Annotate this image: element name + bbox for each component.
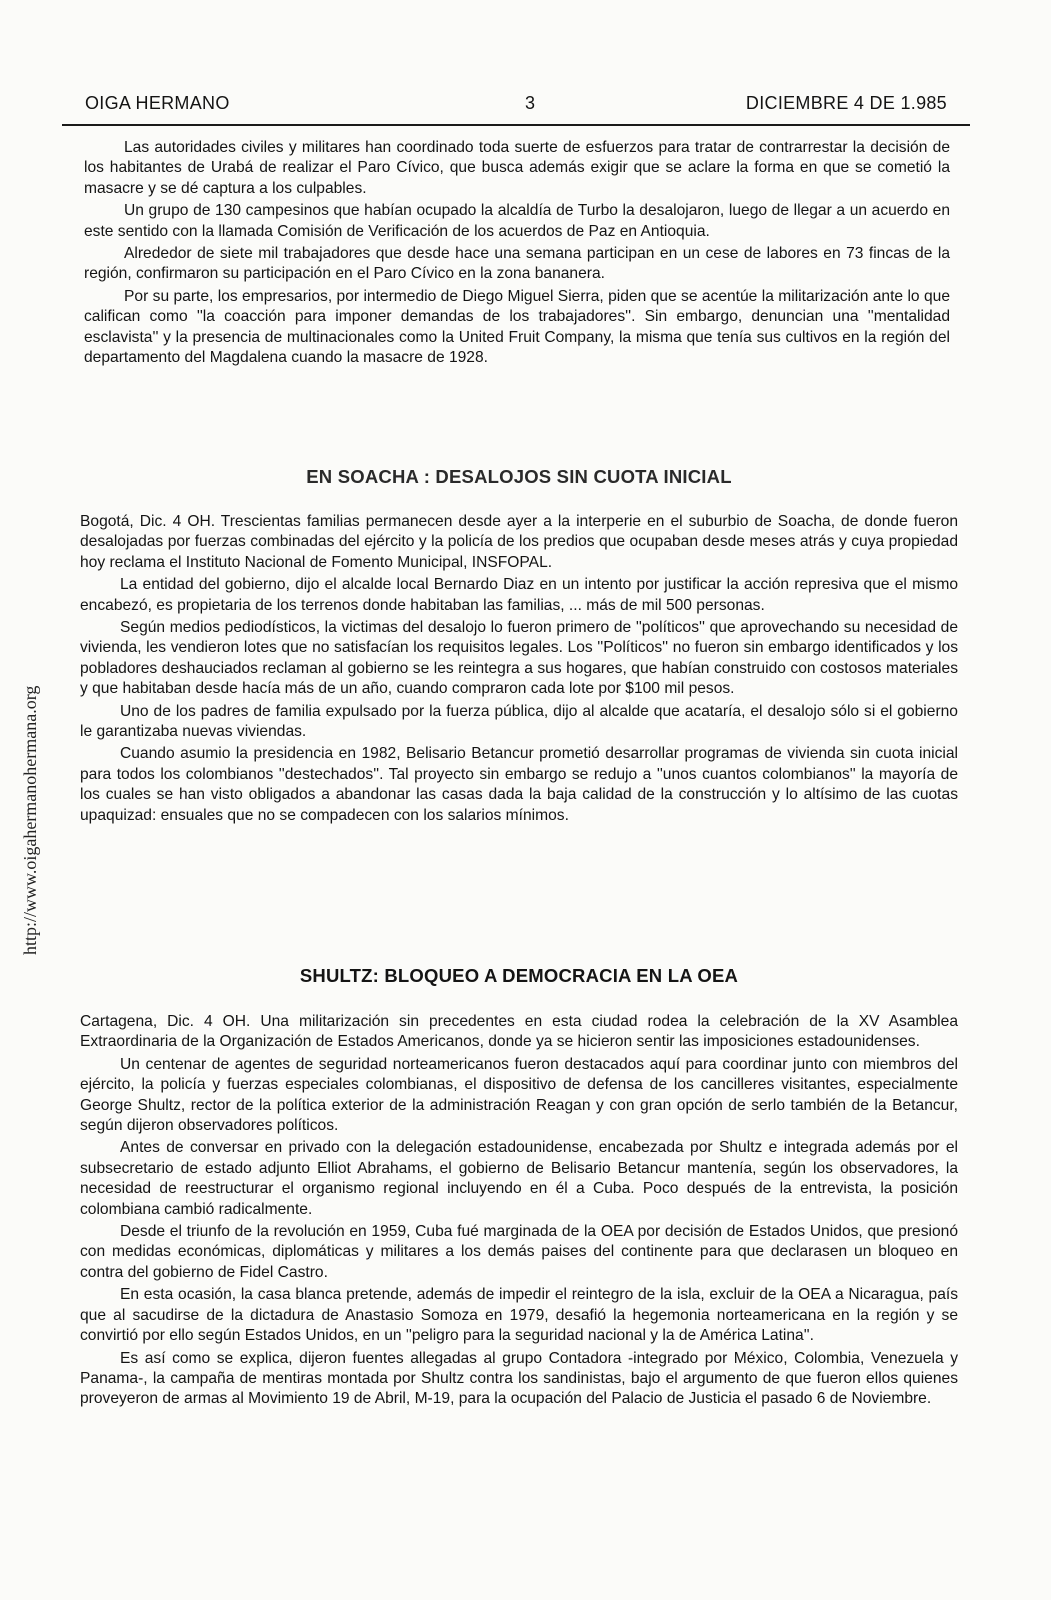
article-soacha	[80, 512, 958, 828]
url-watermark: http://www.oigahermanohermana.org	[20, 685, 40, 955]
paragraph: Desde el triunfo de la revolución en 1959, Cuba fué marginada de la OEA por decisión de Estados Unidos, que presionó con medidas económicas, diplomáticas y militares a los demás paises del continente para que declarasen un bloqueo en contra del gobierno de Fidel Castro.	[80, 1223, 958, 1281]
page-number: 3	[525, 93, 536, 113]
paragraph: Un grupo de 130 campesinos que habían ocupado la alcaldía de Turbo la desalojaron, luego de llegar a un acuerdo en este sentido con la llamada Comisión de Verificación de los acuerdos de Paz en Antioquia.	[84, 202, 950, 240]
paragraph: Un centenar de agentes de seguridad norteamericanos fueron destacados aquí para coordinar junto con miembros del ejército, la policía y fuerzas especiales colombianas, el dispositivo de defensa de los cancilleres visitantes, especialmente George Shultz, rector de la política exterior de la administración Reagan y con gran opción de serlo también de la Betancur, según dijeron observadores políticos.	[80, 1055, 958, 1135]
paragraph: Las autoridades civiles y militares han coordinado toda suerte de esfuerzos para tratar de contrarrestar la decisión de los habitantes de Urabá de realizar el Paro Cívico, que busca además exigir que se aclare la forma en que se cometió la masacre y se dé captura a los culpables.	[84, 139, 950, 197]
article-title-shultz: SHULTZ: BLOQUEO A DEMOCRACIA EN LA OEA	[299, 965, 739, 986]
issue-date: DICIEMBRE 4 DE 1.985	[745, 93, 947, 113]
article-shultz	[80, 1012, 958, 1412]
paragraph: Según medios pediodísticos, la victimas del desalojo lo fueron primero de ''políticos'' que aprovechando su necesidad de vivienda, les vendieron lotes que no satisfacían los requisitos legales. Los ''Políticos'' no fueron sin embargo identificados y los pobladores deshauciados reclaman al gobierno se les reintegra a sus hogares, que habían construido con costosos materiales y que habitaban desde hacía más de un año, cuando compraron cada lote por $100 mil pesos.	[80, 619, 958, 698]
paragraph: Bogotá, Dic. 4 OH. Trescientas familias permanecen desde ayer a la interperie en el suburbio de Soacha, de donde fueron desalojadas por fuerzas combinadas del ejército y la policía de los predios que ocupaban desde meses atrás y cuya propiedad hoy reclama el Instituto Nacional de Fomento Municipal, INSFOPAL.	[80, 513, 958, 571]
page-header	[85, 93, 947, 121]
paragraph: Cartagena, Dic. 4 OH. Una militarización sin precedentes en esta ciudad rodea la celebración de la XV Asamblea Extraordinaria de la Organización de Estados Americanos, donde ya se hicieron sentir las imposiciones estadounidenses.	[80, 1013, 958, 1051]
article-uraba	[84, 138, 950, 370]
publication-name: OIGA HERMANO	[85, 93, 230, 113]
paragraph: Alrededor de siete mil trabajadores que desde hace una semana participan en un cese de labores en 73 fincas de la región, confirmaron su participación en el Paro Cívico en la zona bananera.	[84, 245, 950, 283]
article-title-soacha: EN SOACHA : DESALOJOS SIN CUOTA INICIAL	[306, 466, 732, 487]
paragraph: Cuando asumio la presidencia en 1982, Belisario Betancur prometió desarrollar programas de vivienda sin cuota inicial para todos los colombianos ''destechados''. Tal proyecto sin embargo se redujo a ''unos cuantos colombianos'' la mayoría de los cuales se han visto obligados a abandonar las casas dada la baja calidad de la construcción y lo altísimo de las cuotas upaquizad: ensuales que no se compadecen con los salarios mínimos.	[80, 745, 958, 824]
header-rule	[62, 124, 970, 126]
paragraph: Es así como se explica, dijeron fuentes allegadas al grupo Contadora -integrado por México, Colombia, Venezuela y Panama-, la campaña de mentiras montada por Shultz contra los sandinistas, bajo el argumento de que fueron ellos quienes proveyeron de armas al Movimiento 19 de Abril, M-19, para la ocupación del Palacio de Justicia el pasado 6 de Noviembre.	[80, 1349, 958, 1408]
paragraph: Por su parte, los empresarios, por intermedio de Diego Miguel Sierra, piden que se acentúe la militarización ante lo que califican como ''la coacción para imponer demandas de los trabajadores''. Sin embargo, denuncian una ''mentalidad esclavista'' y la presencia de multinacionales como la United Fruit Company, la misma que tenía sus cultivos en la región del departamento del Magdalena cuando la masacre de 1928.	[84, 287, 950, 367]
paragraph: La entidad del gobierno, dijo el alcalde local Bernardo Diaz en un intento por justificar la acción represiva que el mismo encabezó, es propietaria de los terrenos donde habitaban las familias, ... más de mil 500 personas.	[80, 576, 958, 614]
paragraph: Antes de conversar en privado con la delegación estadounidense, encabezada por Shultz e integrada además por el subsecretario de estado adjunto Elliot Abrahams, el gobierno de Belisario Betancur mantenía, según los observadores, la necesidad de reestructurar el organismo regional incluyendo en él a Cuba. Poco después de la entrevista, la posición colombiana cambió radicalmente.	[80, 1139, 958, 1218]
paragraph: En esta ocasión, la casa blanca pretende, además de impedir el reintegro de la isla, excluir de la OEA a Nicaragua, país que al sacudirse de la dictadura de Anastasio Somoza en 1979, desafió la hegemonia norteamericana en la región y se convirtió por ello según Estados Unidos, en un ''peligro para la seguridad nacional y la de América Latina''.	[80, 1286, 958, 1345]
paragraph: Uno de los padres de familia expulsado por la fuerza pública, dijo al alcalde que acataría, el desalojo sólo si el gobierno le garantizaba nuevas viviendas.	[80, 702, 958, 741]
